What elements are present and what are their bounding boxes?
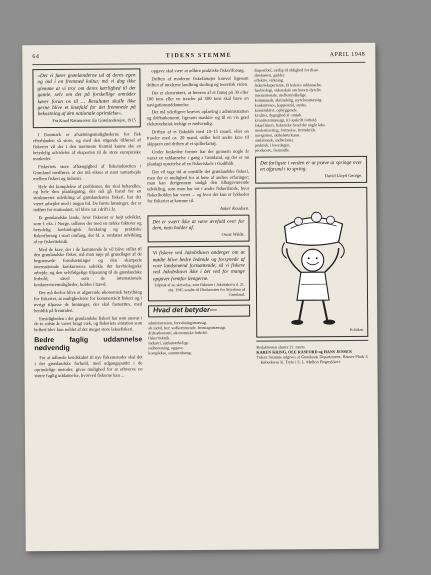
paragraph: Det vil tage tid at omstille det grønlandske fiskeri, men der er mulighed for at køre af andres erfaringer; man kan derigennem undgå den tilbageværende udvikling, som man har set i andre fiskerilande, hvor fiskeriboblen har været ... og hvor det kun er lykkedes for fiskeriet at komme til. — [147, 168, 250, 204]
glossary-item: kommunalt, almindelig, styrelsesmæssig. — [254, 97, 323, 103]
column-2 — [146, 68, 250, 356]
quote-signature: Udpluk af en skrivelse, som fiskerne i Jakobshavn d. 21. okt. 1945 sendte til Direktoratet for Styrelsen af Grønland. — [154, 281, 246, 297]
quote-text: Det er svært ikke at være ærefuld over for dem, man holder af. — [152, 218, 245, 232]
glossary-item: administration, forvaltningsmæssig. — [148, 320, 207, 326]
cartoon-credit: Politiken. — [349, 328, 365, 333]
quote-box-lloyd-george — [255, 156, 367, 184]
cartoon-drawing — [256, 188, 367, 329]
paragraph: I Danmark er afsætningsmulighederne for fisk efterhånden så store, og med den stigende tilførsel af fiskeriet vil der i den nærmeste fremtid kunne ske en betydelig udvidelse af eksporten til de store europæiske markeder. — [32, 131, 142, 162]
glossary-item: navigation, skibsførerkunst. — [254, 132, 301, 138]
paragraph: Hele det komplekse af problemer, der skal behandles, og hele den planlægning, der må gå forud for en struktureret udvikling af grønlandernes fiskeri, har det været arbejdet med i nogen tid. De første lønninger, der er indført for stationåret, vil blive sat i drift i år. — [33, 182, 142, 213]
glossary-item: direktøren, gælder. — [254, 72, 286, 78]
editors-names: KAREN KRING, OLE RASFORD og HANS JENSEN — [256, 349, 352, 355]
paragraph: Driften af moderne fiskefartøjer kræver ligesom driften af moderne landbrug skoling og teoretisk viden. — [146, 75, 249, 88]
glossary-item: kvalitet, dygtighed af omløb. — [254, 112, 303, 118]
quote-text: »Det vi fører grønlænderne ud af deres egen og ind i en fremmed kultur, må vi dog ikke glemme at vi tror om deres kærlighed til det gamle, selv om det på forskellige områder kører foran os til ... Resultatet skulle ikke gerne blive et knæfald for det fremmede på bekostning af den nationale oprindelse«. — [37, 72, 136, 118]
paragraph: opgave skal være at udføre praktiske fiskeriforsøg. — [151, 67, 245, 74]
quote-text: Det farligste i verden er at prøve at springe over en afgrund i to spring. — [260, 159, 363, 173]
issue-date: APRIL 1948 — [329, 51, 366, 59]
paragraph: Det er elementært, at føreren af et fartøj på 30 eller 100 tons eller en trawler på 500 tons skal have en navigationsuddannelse. — [146, 89, 249, 107]
page-number: 64 — [32, 54, 40, 61]
glossary-item: fiskerieksperterne, få lederes uddannelse. — [254, 82, 323, 88]
paragraph: Ensidigheden i det grønlandske fiskeri har som ansvar i de to sidste år været bragt væk, og fiskeriets situation som helhed blev kun reddet af det meget store laksefiskeri. — [34, 314, 143, 333]
glossary-item: kvantitetsmæssigt, til opskrift forhold. — [254, 117, 318, 123]
glossary-item: havbiologi, videnskab om havets dyreliv. — [254, 87, 322, 93]
quote-box-jakobshavn — [148, 246, 250, 302]
glossary-item: konkurrence, kappestrid, styrke. — [254, 102, 308, 108]
glossary-item: modernisering, fornyelse, fremskridt. — [254, 127, 316, 133]
glossary-item: fiskeriteknik. — [148, 335, 171, 341]
paragraph: Under beskedne former har der gennem nogle år været en uddannelse i gang i Grønland, og der er nu planlagt oprettelse af en fiskeriskole i Godthåb. — [147, 148, 250, 167]
glossary-item: praktisk, i hverdagen. — [254, 142, 291, 148]
magazine-page — [22, 43, 379, 551]
quote-signature: Oscar Wilde. — [221, 231, 245, 237]
author-signoff: Anker Knudsen. — [220, 205, 250, 211]
glossary-item: indberetning, opgave. — [148, 345, 184, 351]
paragraph: Det må yderligere kræves oplæring i administration og driftsøkonomi, ligesom maskin- og til en vis grad elektroteknisk indsigt er nødvendig. — [146, 109, 249, 127]
paragraph: Fiskeriets store afhængighed af fiskeindustrien i Grønland medfører, at der må sikres et nært samarbejde mellem fiskeri og industri. — [33, 163, 142, 181]
divider — [256, 340, 368, 342]
quote-signature: Fra Knud Rasmussen: En Grønlandsrejse, 1915 — [52, 117, 136, 123]
glossary-item: driftsøkonomi, økonomiske forhold. — [148, 330, 208, 336]
glossary-item: industri, sjælsmærkelige. — [148, 340, 190, 346]
column-1 — [32, 68, 142, 381]
quote-signature: David Lloyd George. — [324, 172, 363, 178]
glossary-item: internationale, mellemfolkelige. — [254, 92, 308, 98]
paragraph: For at udbrede kendskabet til nye fiskemetoder skal det i det grønlandske forhold, med udgangspunkt i de oprindelige metoder, gives mulighed for at erhverve en større faglig uddannelse, hvorved fiskerne kan ... — [34, 354, 143, 379]
glossary-item: effektiv, virkning. — [254, 77, 284, 83]
quote-text: Vi fiskere ved Jakobshavn anderger om at mødte blive bedre ledende og forsynede af vore landsmænd fortsættende, så vi fiskere ved Jakobshavn ikke i ået ved for mange opgaver fremfor længerne. — [152, 249, 245, 283]
quote-box — [32, 68, 140, 128]
column-3 — [254, 67, 368, 365]
paragraph: Det må derfor blive et afgørende økonomisk betydning for fiskeriet, at mulighederne for kommercielt fiskeri og i øvrigt tilpasse de lønninger, der skal fastsættes, med henblik på fremtiden. — [33, 289, 143, 313]
paragraph: Med de krav, der i de kommende år vil blive stillet til den grønlandske fisker, må man nøje på grundlaget af de begrænsede forudsætninger og den skærpede internationale konkurrence udvikle det havbiologiske arbejde, og den selvfølgelige tilpasning til de grønlandske forhold, såvel som de internationale konkurrencemuligheder, holdes i hævd. — [33, 245, 142, 288]
glossary-item: omfattende, indbefattet. — [254, 137, 294, 143]
section-heading: Bedre faglig uddannelse nødvendig — [34, 336, 143, 353]
glossary-item: producere, fremstille. — [254, 147, 291, 153]
cartoon-illustration — [255, 187, 368, 338]
quote-box-wilde — [147, 215, 249, 243]
glossary-item: konstruktivt, opbyggende. — [254, 107, 298, 113]
glossary-item: disponibel, særlig til rådighed for disse. — [254, 67, 320, 73]
glossary-item: komplekse, sammenhæng. — [148, 350, 192, 356]
masthead: TIDENS STEMME — [165, 52, 232, 60]
paragraph: Driften af et fiskekib med 10–15 mand, eller en trawler med ca. 20 mand, stiller helt andre krav til skippern end driften af et spillerfartøj. — [146, 128, 249, 147]
paragraph: Et grønlandske lande, hvor fiskeriet er højt udviklet, som f. eks. i Norge, udføres der med en række faktorer og betydelig havbiologisk forskning og praktiske fiskeriforsøg i stort omfang, der bl. a. omfatter udvikling af ny fiskeriteknik. — [33, 214, 142, 244]
glossary-heading: Hvad det betyder— — [148, 305, 250, 318]
glossary-item: laksefiskeri, fiskeriske hvad der angår laks. — [254, 122, 326, 128]
editorial-note: Redaktionen slutter 21. marts. — [256, 344, 306, 350]
page-header — [32, 52, 365, 65]
colophon: Tidens Stemme udgives af Grønlands Departement, Hauser Plads 3, København K. Trykt i S. L. Møllers Bogtrykkeri. — [256, 354, 369, 365]
glossary-item: alt indtil, her: vedkommende, fremtagsmæssigt. — [148, 324, 227, 331]
